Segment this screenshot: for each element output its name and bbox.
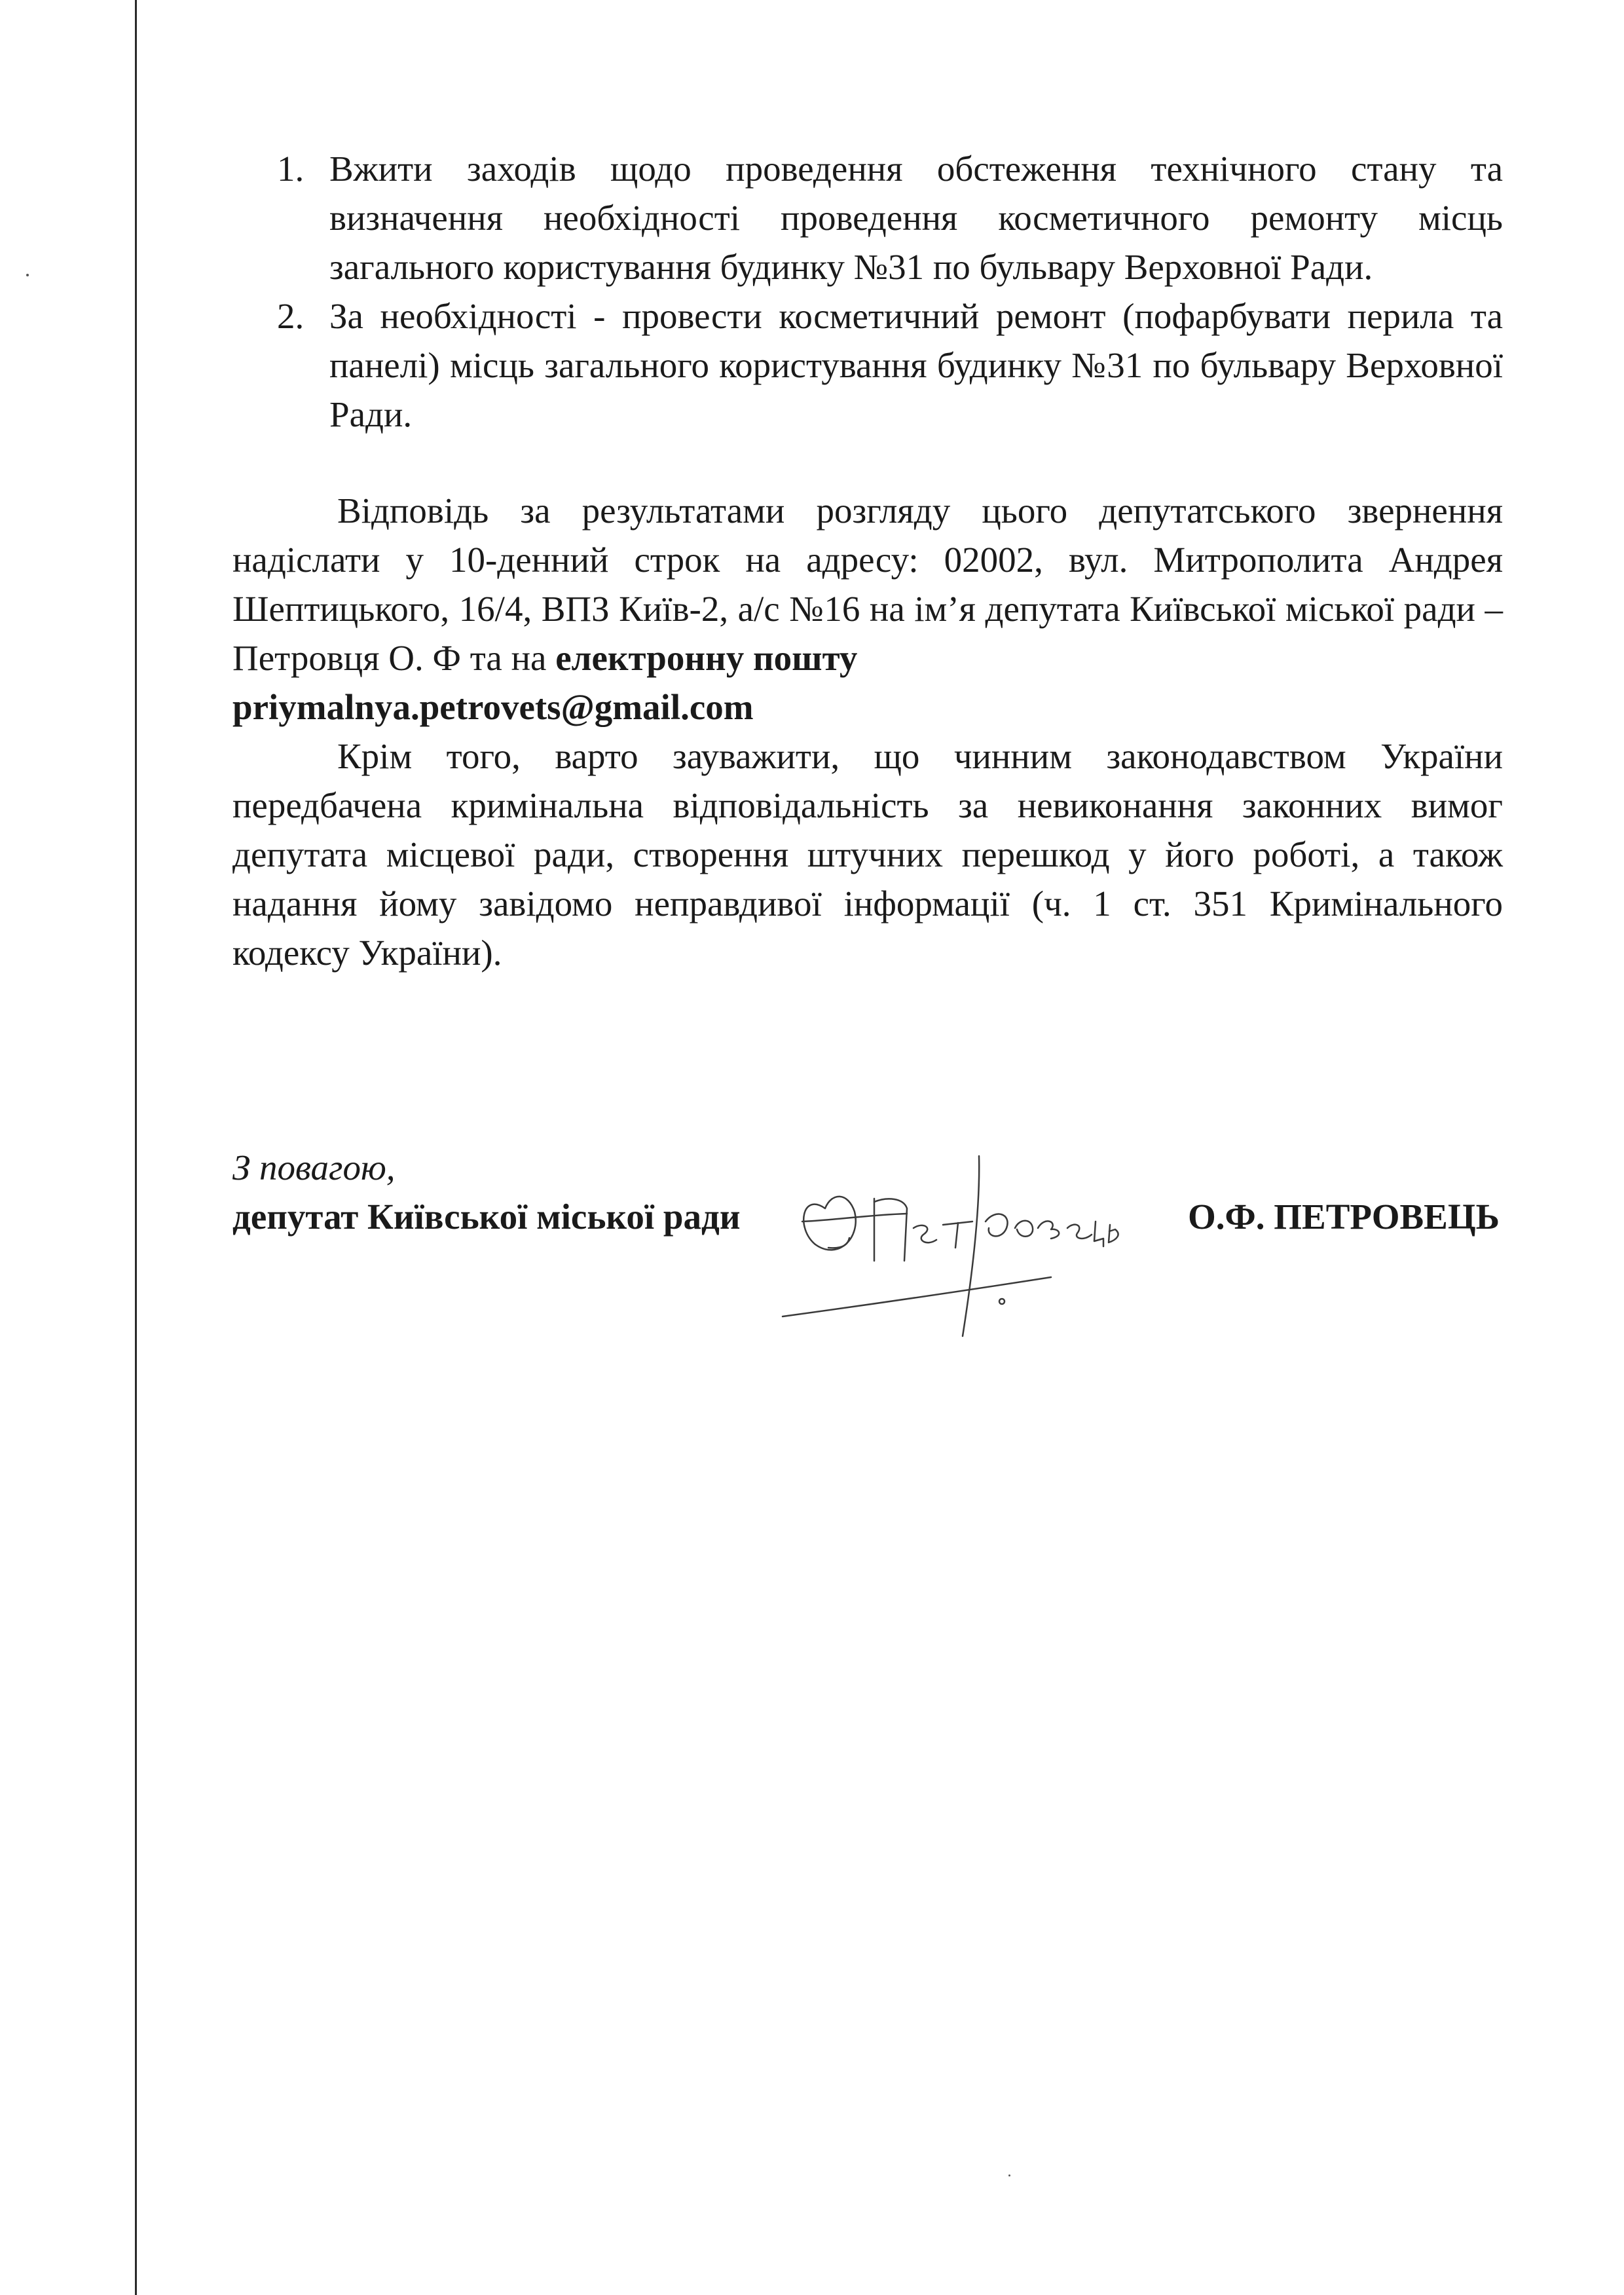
scan-speck [26, 274, 29, 276]
signature-block [232, 1143, 1503, 1353]
list-item [277, 144, 1503, 291]
scan-left-edge [135, 0, 137, 2295]
signer-position: депутат Київської міської ради [232, 1197, 741, 1237]
warning-paragraph: Крім того, варто зауважити, що чинним законодавством України передбачена кримінальна відповідальність за невиконання законних вимог депутата місцевої ради, створення штучних перешкод у його роботі, а також надання йому завідомо неправдивої інформації (ч. 1 ст. 351 Кримінального кодексу України). [232, 736, 1503, 973]
signer-name: О.Ф. ПЕТРОВЕЦЬ [1188, 1197, 1500, 1237]
response-email: priymalnya.petrovets@gmail.com [232, 687, 754, 727]
list-item-text: За необхідності - провести косметичний ремонт (пофарбувати перила та панелі) місць загального користування будинку №31 по бульвару Верховної Ради. [329, 296, 1503, 434]
letter-body [232, 144, 1503, 977]
list-item-number: 2. [277, 296, 304, 336]
list-item-number: 1. [277, 149, 304, 189]
response-email-label: електронну пошту [555, 638, 858, 678]
handwritten-signature [776, 1130, 1169, 1346]
closing-salutation: З повагою, [232, 1148, 396, 1187]
list-item [277, 291, 1503, 439]
list-item-text: Вжити заходів щодо проведення обстеження технічного стану та визначення необхідності проведення косметичного ремонту місць загального користування будинку №31 по бульвару Верховної Ради. [329, 149, 1503, 287]
response-paragraph [232, 486, 1503, 732]
response-text: Відповідь за результатами розгляду цього депутатського звернення надіслати у 10-денний строк на адресу: 02002, вул. Митрополита Андрея Шептицького, 16/4, ВПЗ Київ-2, а/с №16 на ім’я депутата Київської міської ради – Петровця О. Ф та на [232, 491, 1503, 678]
task-list [232, 144, 1503, 439]
scan-speck [1008, 2174, 1010, 2176]
